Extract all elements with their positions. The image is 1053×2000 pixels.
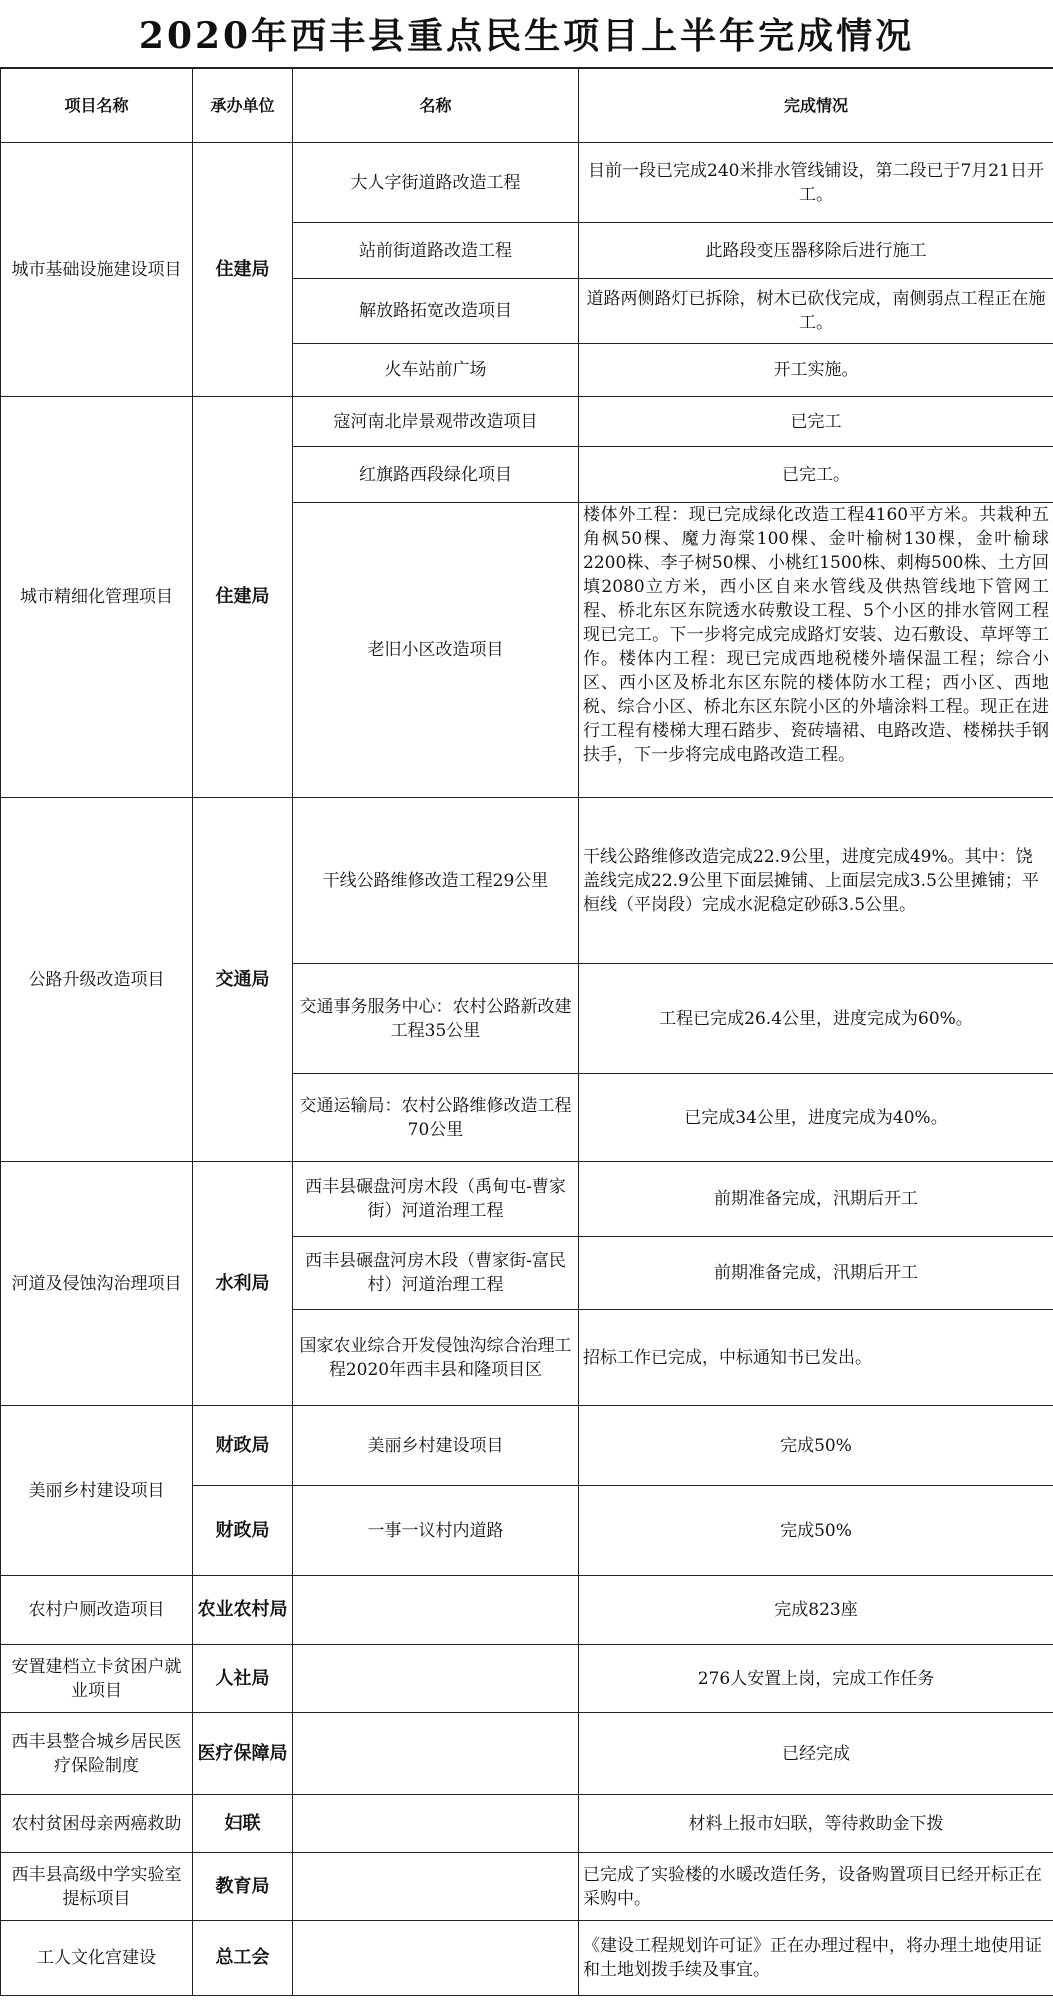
item-name (293, 1795, 579, 1853)
item-name: 解放路拓宽改造项目 (293, 279, 579, 344)
table-row (1, 1713, 1053, 1795)
item-name (293, 1713, 579, 1795)
item-name: 寇河南北岸景观带改造项目 (293, 397, 579, 447)
item-name: 干线公路维修改造工程29公里 (293, 798, 579, 964)
project-cell: 城市精细化管理项目 (1, 397, 193, 798)
unit-cell: 总工会 (193, 1921, 293, 1996)
item-name: 美丽乡村建设项目 (293, 1406, 579, 1486)
item-status: 已经完成 (579, 1713, 1053, 1795)
project-cell: 城市基础设施建设项目 (1, 143, 193, 397)
item-name: 站前街道路改造工程 (293, 223, 579, 279)
item-name: 火车站前广场 (293, 344, 579, 397)
project-cell: 美丽乡村建设项目 (1, 1406, 193, 1576)
unit-cell: 医疗保障局 (193, 1713, 293, 1795)
item-status: 材料上报市妇联，等待救助金下拨 (579, 1795, 1053, 1853)
unit-cell: 住建局 (193, 143, 293, 397)
item-name: 国家农业综合开发侵蚀沟综合治理工程2020年西丰县和隆项目区 (293, 1310, 579, 1406)
project-cell: 西丰县整合城乡居民医疗保险制度 (1, 1713, 193, 1795)
unit-cell: 人社局 (193, 1645, 293, 1713)
item-status: 已完工。 (579, 447, 1053, 503)
item-name (293, 1645, 579, 1713)
item-name: 一事一议村内道路 (293, 1486, 579, 1576)
unit-cell: 教育局 (193, 1853, 293, 1921)
item-status: 道路两侧路灯已拆除，树木已砍伐完成，南侧弱点工程正在施工。 (579, 279, 1053, 344)
header-project: 项目名称 (1, 69, 193, 143)
item-status: 完成823座 (579, 1576, 1053, 1645)
item-status: 开工实施。 (579, 344, 1053, 397)
item-status: 前期准备完成，汛期后开工 (579, 1237, 1053, 1310)
table-row (1, 1406, 1053, 1486)
item-status: 楼体外工程：现已完成绿化改造工程4160平方米。共栽种五角枫50棵、魔力海棠100棵、金叶榆树130棵，金叶榆球2200株、李子树50棵、小桃红1500株、刺梅500株、土方回填2080立方米，西小区自来水管线及供热管线地下管网工程、桥北东区东院透水砖敷设工程、5个小区的排水管网工程现已完工。下一步将完成完成路灯安装、边石敷设、草坪等工作。楼体内工程：现已完成西地税楼外墙保温工程；综合小区、西小区及桥北东区东院的楼体防水工程；西小区、西地税、综合小区、桥北东区东院小区的外墙涂料工程。现正在进行工程有楼梯大理石踏步、瓷砖墙裙、电路改造、楼梯扶手钢扶手，下一步将完成电路改造工程。 (583, 505, 1049, 765)
header-name: 名称 (293, 69, 579, 143)
table-row (1, 143, 1053, 223)
item-status: 276人安置上岗，完成工作任务 (579, 1645, 1053, 1713)
project-cell: 公路升级改造项目 (1, 798, 193, 1162)
item-status: 已完成34公里，进度完成为40%。 (579, 1074, 1053, 1162)
unit-cell: 农业农村局 (193, 1576, 293, 1645)
item-name: 大人字街道路改造工程 (293, 143, 579, 223)
table-row (1, 798, 1053, 964)
item-name: 交通事务服务中心：农村公路新改建工程35公里 (293, 964, 579, 1074)
item-status: 《建设工程规划许可证》正在办理过程中，将办理土地使用证和土地划拨手续及事宜。 (579, 1921, 1053, 1996)
item-status: 已完成了实验楼的水暖改造任务，设备购置项目已经开标正在采购中。 (579, 1853, 1053, 1921)
item-status: 此路段变压器移除后进行施工 (579, 223, 1053, 279)
project-cell: 农村贫困母亲两癌救助 (1, 1795, 193, 1853)
unit-cell: 财政局 (193, 1486, 293, 1576)
item-status: 工程已完成26.4公里，进度完成为60%。 (579, 964, 1053, 1074)
item-name: 红旗路西段绿化项目 (293, 447, 579, 503)
item-name (293, 1853, 579, 1921)
table-row (1, 1921, 1053, 1996)
item-status: 干线公路维修改造完成22.9公里，进度完成49%。其中：饶盖线完成22.9公里下面层摊铺、上面层完成3.5公里摊铺；平桓线（平岗段）完成水泥稳定砂砾3.5公里。 (579, 798, 1053, 964)
item-status: 招标工作已完成，中标通知书已发出。 (579, 1310, 1053, 1406)
item-status: 前期准备完成，汛期后开工 (579, 1162, 1053, 1237)
item-name: 西丰县碾盘河房木段（禹甸屯-曹家街）河道治理工程 (293, 1162, 579, 1237)
item-status-cell (579, 503, 1053, 798)
project-cell: 安置建档立卡贫困户就业项目 (1, 1645, 193, 1713)
item-name (293, 1576, 579, 1645)
table-row (1, 397, 1053, 447)
project-cell: 河道及侵蚀沟治理项目 (1, 1162, 193, 1406)
header-status: 完成情况 (579, 69, 1053, 143)
unit-cell: 水利局 (193, 1162, 293, 1406)
project-cell: 西丰县高级中学实验室提标项目 (1, 1853, 193, 1921)
project-table (0, 68, 1053, 1996)
table-row (1, 1795, 1053, 1853)
unit-cell: 财政局 (193, 1406, 293, 1486)
table-row (1, 1853, 1053, 1921)
header-row (1, 69, 1053, 143)
table-row (1, 1162, 1053, 1237)
item-status: 完成50% (579, 1406, 1053, 1486)
item-name: 西丰县碾盘河房木段（曹家街-富民村）河道治理工程 (293, 1237, 579, 1310)
table-row (1, 1645, 1053, 1713)
item-status: 已完工 (579, 397, 1053, 447)
project-cell: 工人文化宫建设 (1, 1921, 193, 1996)
unit-cell: 妇联 (193, 1795, 293, 1853)
header-unit: 承办单位 (193, 69, 293, 143)
item-status: 完成50% (579, 1486, 1053, 1576)
item-status: 目前一段已完成240米排水管线铺设，第二段已于7月21日开工。 (579, 143, 1053, 223)
item-name: 老旧小区改造项目 (293, 503, 579, 798)
project-cell: 农村户厕改造项目 (1, 1576, 193, 1645)
table-row (1, 1576, 1053, 1645)
item-name (293, 1921, 579, 1996)
unit-cell: 住建局 (193, 397, 293, 798)
page-title: 2020年西丰县重点民生项目上半年完成情况 (0, 0, 1053, 68)
unit-cell: 交通局 (193, 798, 293, 1162)
item-name: 交通运输局：农村公路维修改造工程70公里 (293, 1074, 579, 1162)
